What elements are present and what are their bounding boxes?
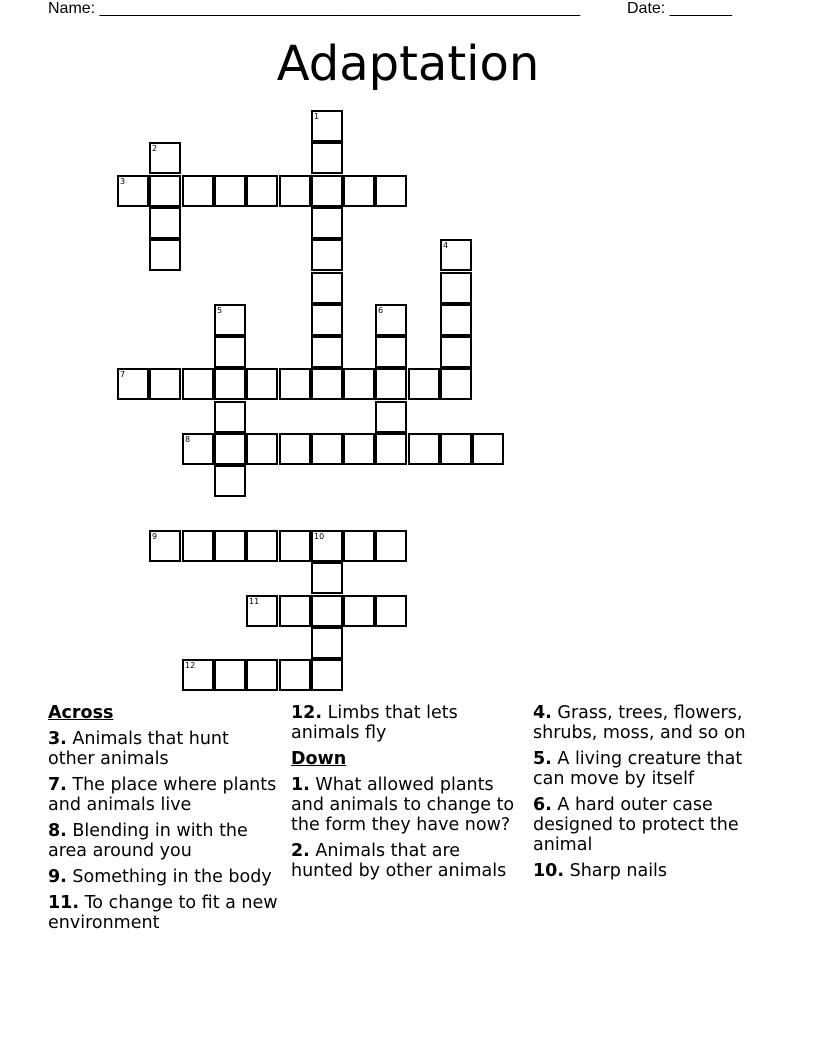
cell-number: 10 [314,532,325,541]
grid-cell[interactable] [311,368,343,400]
grid-cell[interactable] [214,175,246,207]
grid-cell[interactable] [279,433,311,465]
cell-number: 7 [120,370,126,379]
clue-number: 1. [291,775,310,795]
clue-text: Grass, trees, flowers, shrubs, moss, and so on [533,703,746,743]
name-field[interactable]: Name: ______________________________________________________ [48,0,581,17]
grid-cell[interactable] [375,595,407,627]
grid-cell[interactable] [311,595,343,627]
grid-cell[interactable] [149,142,181,174]
clue-text: Limbs that lets animals fly [291,703,458,743]
grid-cell[interactable] [117,368,149,400]
grid-cell[interactable] [214,530,246,562]
grid-cell[interactable] [182,175,214,207]
grid-cell[interactable] [311,272,343,304]
grid-cell[interactable] [279,595,311,627]
grid-cell[interactable] [311,627,343,659]
grid-cell[interactable] [311,239,343,271]
grid-cell[interactable] [246,530,278,562]
clue-number: 6. [533,795,552,815]
clue-down-2 [291,841,526,881]
clue-number: 11. [48,893,80,913]
grid-cell[interactable] [117,175,149,207]
clue-down-1 [291,775,526,835]
clue-text: Something in the body [72,867,272,887]
grid-cell[interactable] [375,401,407,433]
grid-cell[interactable] [246,433,278,465]
clue-number: 12. [291,703,323,723]
grid-cell[interactable] [149,175,181,207]
grid-cell[interactable] [343,595,375,627]
grid-cell[interactable] [279,659,311,691]
clue-across-8 [48,821,280,861]
grid-cell[interactable] [408,368,440,400]
grid-cell[interactable] [182,368,214,400]
cell-number: 5 [217,306,223,315]
grid-cell[interactable] [182,659,214,691]
grid-cell[interactable] [440,336,472,368]
cell-number: 4 [443,241,449,250]
grid-cell[interactable] [375,368,407,400]
grid-cell[interactable] [375,336,407,368]
clue-number: 7. [48,775,67,795]
grid-cell[interactable] [343,530,375,562]
clue-across-7 [48,775,280,815]
grid-cell[interactable] [311,175,343,207]
date-field[interactable]: Date: _______ [627,0,732,17]
cell-number: 1 [314,112,320,121]
clue-across-3 [48,729,280,769]
puzzle-title: Adaptation [276,36,540,92]
grid-cell[interactable] [311,336,343,368]
grid-cell[interactable] [311,659,343,691]
grid-cell[interactable] [440,304,472,336]
grid-cell[interactable] [214,401,246,433]
clue-text: What allowed plants and animals to change to the form they have now? [291,775,515,835]
grid-cell[interactable] [440,239,472,271]
clue-across-9 [48,867,280,887]
clue-text: Blending in with the area around you [48,821,248,861]
clue-across-11 [48,893,280,933]
grid-cell[interactable] [440,368,472,400]
grid-cell[interactable] [246,659,278,691]
clue-column-1 [48,703,280,939]
grid-cell[interactable] [311,207,343,239]
grid-cell[interactable] [311,304,343,336]
down-heading: Down [291,749,347,769]
clue-text: Animals that hunt other animals [48,729,229,769]
grid-cell[interactable] [440,433,472,465]
grid-cell[interactable] [440,272,472,304]
clue-number: 10. [533,861,565,881]
cell-number: 9 [152,532,158,541]
grid-cell[interactable] [311,530,343,562]
grid-cell[interactable] [246,175,278,207]
clue-number: 4. [533,703,552,723]
grid-cell[interactable] [311,110,343,142]
grid-cell[interactable] [311,433,343,465]
clue-down-10 [533,861,773,881]
grid-cell[interactable] [408,433,440,465]
clue-column-2 [291,703,526,887]
clue-text: The place where plants and animals live [48,775,277,815]
clue-text: Sharp nails [569,861,668,881]
grid-cell[interactable] [149,207,181,239]
cell-number: 8 [185,435,191,444]
grid-cell[interactable] [311,562,343,594]
grid-cell[interactable] [214,465,246,497]
clue-number: 2. [291,841,310,861]
clue-down-6 [533,795,773,855]
cell-number: 12 [185,661,196,670]
grid-cell[interactable] [182,530,214,562]
clue-down-4 [533,703,773,743]
clue-text: A living creature that can move by itself [533,749,743,789]
clue-down-5 [533,749,773,789]
grid-cell[interactable] [182,433,214,465]
grid-cell[interactable] [375,433,407,465]
grid-cell[interactable] [214,433,246,465]
clue-number: 5. [533,749,552,769]
clue-text: To change to fit a new environment [48,893,278,933]
grid-cell[interactable] [149,368,181,400]
grid-cell[interactable] [214,304,246,336]
grid-cell[interactable] [343,433,375,465]
grid-cell[interactable] [214,368,246,400]
clue-number: 9. [48,867,67,887]
grid-cell[interactable] [149,239,181,271]
cell-number: 6 [378,306,384,315]
grid-cell[interactable] [279,175,311,207]
grid-cell[interactable] [214,336,246,368]
clue-text: Animals that are hunted by other animals [291,841,507,881]
across-heading: Across [48,703,114,723]
cell-number: 3 [120,177,126,186]
clue-across-12 [291,703,526,743]
grid-cell[interactable] [343,175,375,207]
grid-cell[interactable] [375,175,407,207]
grid-cell[interactable] [214,659,246,691]
clue-column-3 [533,703,773,887]
grid-cell[interactable] [279,368,311,400]
clue-number: 8. [48,821,67,841]
grid-cell[interactable] [311,142,343,174]
grid-cell[interactable] [279,530,311,562]
grid-cell[interactable] [246,368,278,400]
cell-number: 2 [152,144,158,153]
clue-text: A hard outer case designed to protect the animal [533,795,739,855]
grid-cell[interactable] [343,368,375,400]
grid-cell[interactable] [375,304,407,336]
grid-cell[interactable] [246,595,278,627]
grid-cell[interactable] [472,433,504,465]
grid-cell[interactable] [149,530,181,562]
grid-cell[interactable] [375,530,407,562]
cell-number: 11 [249,597,260,606]
clue-number: 3. [48,729,67,749]
